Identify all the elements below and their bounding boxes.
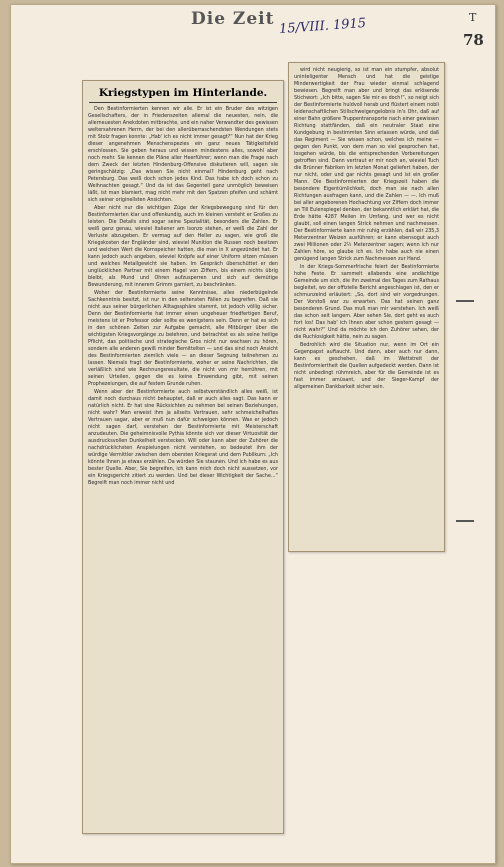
paragraph: In der Kriegs-Sommerfrische feiert der Bestinformierte hohe Feste. Er sammelt allabends eine andächtige Gemeinde um sich, die ihn zweimal des Tages zum Rathaus begleitet, wo der offizielle Bericht angeschlagen ist, den er schmunzelnd erläutert: „So, dort sind wir vorgedrungen. Der Vorstoß war zu erwarten. Das hat seinen ganz besonderen Grund. Das muß man mir verstehen. Ich weiß das schon seit langem. Aber sehen Sie, dort geht es auch fort los! Das hab' ich Ihnen aber schon gestern gesagt — nicht wahr?“ Und da möchte ich den Zuhörer sehen, der die Ruchlosigkeit hätte, nein zu sagen. (294, 264, 439, 340)
article-title: Kriegstypen im Hinterlande. (98, 87, 268, 99)
corner-mark: T (469, 11, 477, 24)
handwritten-date: 15/VIII. 1915 (278, 15, 367, 38)
paragraph: Aber nicht nur die wichtigen Züge der Kriegsbewegung sind für den Bestinformierten klar und offenkundig, auch im kleinen versteht er Großes zu leisten. Die Details sind sogar seine Spezialität, besonders die Zahlen. Er weiß ganz genau, wieviel Italiener am Isonzo stehen, er weiß die Zahl der Verluste abzugeben. Er vermag auf den Heller zu sagen, wie groß die Kriegskosten der Engländer sind, wieviel Munition die Russen noch besitzen und welchen Wert die Kornspeicher hatten, die man in X angezündet hat. Er kann jedoch auch angeben, wieviel Knöpfe auf einer Uniform sitzen müssen und welches Metallgewicht sie haben. Im Gespräch überschüttet er den unglücklichen Partner mit einem Hagel von Ziffern, bis einem nichts übrig bleibt, als Mund und Ohren aufzusperren und sich auf demütige Bewunderung, mit innerem Grimm garniert, zu beschränken. (88, 205, 278, 288)
paragraph: Den Bestinformierten kennen wir alle. Er ist ein Bruder des witzigen Gesellschafters, der in Friedenszeiten allemal die neuesten, nein, die allerneuesten Anekdoten mitbrachte, und ein naher Verwandter des gewissen weltersahrenen Herrn, der bei den allerüberraschendsten Wendungen stets mit Stolz fragen konnte: „Hab' ich es nicht immer gesagt?“ Nun hat der Krieg dieser angenehmen Menschenspezies ein ganz neues Tätigkeitsfeld erschlossen. Sie geben heraus und wissen mindestens alles, sowohl aber noch mehr. Sie kennen die Pläne aller Heerführer; wenn man die Frage nach dem Zweck der letzten Hindenburg-Offensive diskutieren will, sagen sie geringschätzig: „Das wissen Sie nicht einmal? Hindenburg geht nach Petersburg. Das weiß doch schon jedes Kind. Das habe ich doch schon zu Weihnachten gesagt.“ Und da ist das Gegenteil ganz unmöglich beweisen läßt, ist man blamiert, mag nicht mehr mit den Spatzen pfeifen und schämt sich seiner originellsten Ansichten. (88, 106, 278, 203)
article-body-left (83, 106, 283, 830)
masthead: Die Zeit (191, 9, 275, 29)
paragraph: Wenn aber der Bestinformierte auch selbstverständlich alles weiß, ist damit noch durchaus nicht behauptet, daß er auch alles sagt. Das kann er natürlich nicht. Er hat sine Rücksichten zu nehmen bei seinen Beziehungen, nicht wahr? Man erweist ihm ja allseits Vertrauen, sehr schmeichelhaftes Vertrauen sagar, aber er muß nun dafür schweigen können. Was er jedoch nicht sagen darf, verstehen der Bestinformierte mit Meisterschaft anzudeuten. Die geheimnisvolle Pythia könnte sich vor dieser Virtuosität der ausdrucksvollen Dunkelheit verstecken. Will oder kann aber der Zuhörer die nachdrücklichsten Anspielungen nicht verstehen, so bedeutet ihm der würdige Vermittler zwischen dem obersten Kriegsrat und dem Publikum: „Ich könnte Ihnen ja etwas erzählen. Da würden Sie staunen. Und ich habe es aus bester Quelle. Aber, Sie begreifen, ich kann mich doch nicht aussetzen, vor ein Kriegsgericht zitiert zu werden. Und bei dieser Wichtigkeit der Sache...“ Begreift man noch immer nicht und (88, 389, 278, 486)
paragraph: Woher der Bestinformierte seine Kenntnisse, alles niederbügelnde Sachkenntnis besitzt, ist nur in den seltensten Fällen zu begreifen. Daß sie nicht aus seiner bürgerlichen Alltagssphäre stammt, ist jedoch völlig sicher. Denn der Bestinformierte hat immer einen ungeheuer friedfertigen Beruf, meistens ist er Professor oder sollte es wenigstens sein. Denn er hat es sich in den schönen Zeiten zur Aufgabe gemacht, alle Mitbürger über die wichtigsten Kriegsvorgänge zu belehren, und betrachtet es als seine heilige Pflicht, das politische und strategische Gros nicht nur wachsen zu hören, sondern alle anderen gewiß minder Bemittelten — und das sind noch Ansicht des Bestinformierten ziemlich viele — an dieser Segnung teilnehmen zu lassen. Niemals fragt der Bestinformierte, woher er seine Nachrichten, die verläßlich sind wie Rechnungsresultate, die nicht von mir herrühren, mit seinen Urteilen, gegen die es keine Einwendung gibt, mit seinen Prophezeiungen, die auf festem Grunde ruhen. (88, 290, 278, 387)
clipping-left (82, 80, 284, 834)
pencil-mark (456, 520, 474, 522)
article-body-right (289, 63, 444, 545)
pencil-mark (456, 300, 474, 302)
title-rule (89, 102, 277, 103)
paragraph: wird nicht neugierig, so ist man ein stumpfer, absolut uninteligenter Mensch und hat die geistige Minderwertigkeit der Frau wieder einmal schlagend bewiesen. Begreift man aber und bringt das erlösende Stichwort: „Ich bitte, sagen Sie mir es doch!“, so neigt sich der Bestinformierte huldvoll herab und flüstert einem nobli leidenschaftlichen Stillschweigengelobnis in's Ohr, daß auf einer Bahn größere Truppentransporte nach einer gewissen Richtung stattfänden, daß ein neutraler Staat eine Kundgebung in bestimmten Sinn erlassen würde, und daß das Regiment — Sie wissen schon, welches ich meine — gegen den Punkt, von dem man so viel gesprochen hat, losgehen würde, bis die entsprechenden Vorbereitungen getroffen sind. Dann vertraut er mir noch an, wieviel Tuch die Brünner Fabriken im letzten Monat geliefert haben, der nur nicht, oder und gar nichts gesagt und ist ein großer Mann. Die Bestinformierten der Kriegszeit haben die besondere Eigentümlichkeit, doch man sie nach allen Richtungen ausfragen kann, und die Zahlen — —. Ich muß bei aller angeborenen Hochachtung vor Ziffern doch immer an Till Eulenspiegel denken, der bekanntlich erklärt hat, die Erde hätte 4287 Meilen im Umfang, und wer es nicht glaubt, soll einen langen Strick nehmen und nachmessen. Der Bestinformierte kann mir ruhig erzählen, daß wir 235,3 Meterzentner Weizen ausführen; er kann ebensogut auch zwei Millionen oder 2½ Meterzentner sagen; wenn ich nur Zahlen höre, so glaube ich es. Ich habe auch nie einen genügend langen Strick zum Nachmessen zur Hand. (294, 67, 439, 262)
clipping-right (288, 62, 445, 552)
page-number: 78 (463, 31, 484, 49)
paragraph: Bedrohlich wird die Situation nur, wenn im Ort ein Gegenpapst auftaucht. Und dann, aber auch nur dann, kann es geschehen, daß im Wettstreit der Bestinformiertheit die Quellen aufgedeckt werden. Dann ist nicht unbedingt rühmreich, aber für die Gemeinde ist es fast immer amüsant, und der Sieger-Kampf der allgemeinen Dankbarkeit sicher sein. (294, 342, 439, 390)
